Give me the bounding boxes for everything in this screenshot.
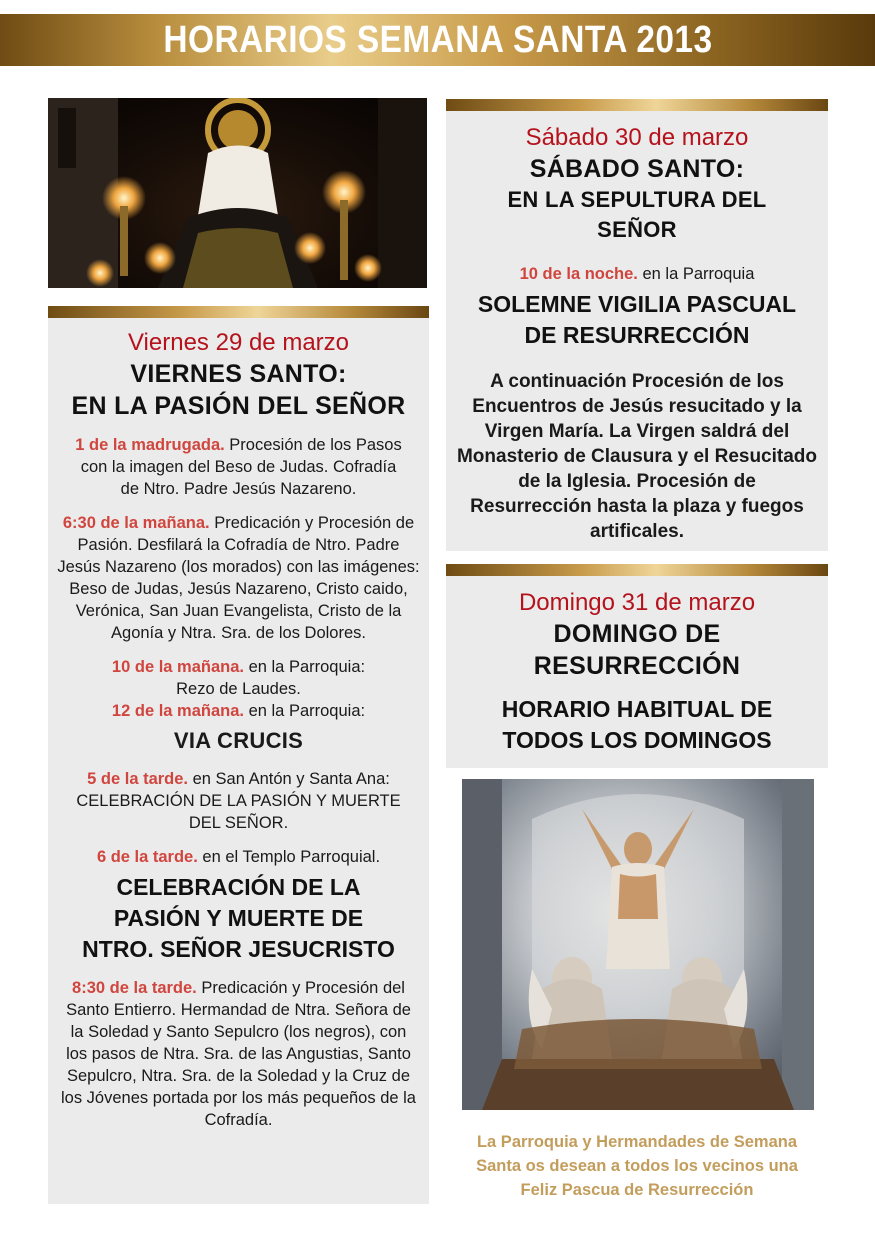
footer-line: La Parroquia y Hermandades de Semana (476, 1133, 798, 1151)
event-time: 8:30 de la tarde. (72, 979, 197, 997)
event-time: 12 de la mañana. (111, 702, 244, 720)
friday-panel (48, 318, 429, 1204)
saturday-panel (446, 111, 828, 551)
event-title: CELEBRACIÓN DE LA (116, 874, 361, 900)
friday-event-7 (48, 977, 429, 1131)
saturday-event-2: A continuación Procesión de los Encuentros de Jesús resucitado y la Virgen María. La Virgen saldrá del Monasterio de Clausura y el Resucitado de la Iglesia. Procesión de Resurrección hasta la plaza y fuegos artificales. (456, 371, 818, 542)
event-text: en la Parroquia (637, 265, 755, 283)
event-text: en el Templo Parroquial. (197, 848, 381, 866)
saturday-event-1 (446, 263, 828, 351)
procession-illustration (48, 98, 427, 288)
friday-title-line1: VIERNES SANTO: (130, 360, 347, 388)
event-text: Predicación y Procesión de Pasión. Desfilará la Cofradía de Ntro. Padre Jesús Nazareno (los morados) con las imágenes: Beso de Judas, Jesús Nazareno, Cristo caido, Verónica, San Juan Evangelista, Cristo de la Agonía y Ntra. Sra. de los Dolores. (57, 514, 420, 642)
footer-line: Feliz Pascua de Resurrección (520, 1181, 754, 1199)
event-text: en la Parroquia: (244, 658, 366, 676)
sunday-panel (446, 576, 828, 768)
sunday-title-line1: DOMINGO DE (553, 620, 721, 648)
event-text: en San Antón y Santa Ana: (188, 770, 390, 788)
event-time: 5 de la tarde. (87, 770, 189, 788)
event-time: 10 de la noche. (519, 265, 638, 283)
event-time: 6 de la tarde. (96, 848, 198, 866)
event-time: 10 de la mañana. (111, 658, 244, 676)
saturday-title-line1: SÁBADO SANTO: (529, 155, 745, 183)
saturday-date: Sábado 30 de marzo (525, 124, 749, 151)
sunday-note-line1: HORARIO HABITUAL DE (501, 696, 773, 722)
gold-divider (446, 99, 828, 111)
sunday-title-line2: RESURRECCIÓN (533, 652, 741, 680)
friday-event-1 (48, 434, 429, 500)
sunday-date: Domingo 31 de marzo (518, 589, 756, 616)
event-title: SOLEMNE VIGILIA PASCUAL (477, 291, 797, 317)
friday-event-3 (48, 656, 429, 700)
footer-message (446, 1130, 828, 1202)
resurrection-statue-photo-icon (462, 779, 814, 1110)
title-banner (0, 14, 875, 66)
friday-event-5 (48, 768, 429, 834)
event-title: NTRO. SEÑOR JESUCRISTO (82, 936, 395, 962)
friday-title-line2: EN LA PASIÓN DEL SEÑOR (71, 392, 406, 420)
event-time: 6:30 de la mañana. (62, 514, 210, 532)
event-text: Rezo de Laudes. (176, 680, 301, 698)
gold-divider (446, 564, 828, 576)
sunday-note-line2: TODOS LOS DOMINGOS (502, 727, 772, 753)
event-title: VIA CRUCIS (173, 728, 304, 753)
event-title: PASIÓN Y MUERTE DE (113, 905, 364, 931)
event-text: CELEBRACIÓN DE LA PASIÓN Y MUERTE DEL SEÑOR. (76, 792, 401, 832)
resurrection-illustration (462, 779, 814, 1110)
friday-event-4 (48, 700, 429, 756)
saturday-title-line3: SEÑOR (597, 217, 677, 242)
event-time: 1 de la madrugada. (75, 436, 225, 454)
virgin-procession-photo-icon (48, 98, 427, 288)
saturday-title-line2: EN LA SEPULTURA DEL (507, 187, 767, 212)
page-title: HORARIOS SEMANA SANTA 2013 (162, 18, 713, 61)
friday-event-2 (48, 512, 429, 644)
gold-divider (48, 306, 429, 318)
event-text: Procesión de los Pasos con la imagen del Beso de Judas. Cofradía de Ntro. Padre Jesús Nazareno. (80, 436, 402, 498)
footer-line: Santa os desean a todos los vecinos una (476, 1157, 798, 1175)
event-text: Predicación y Procesión del Santo Entierro. Hermandad de Ntra. Señora de la Soledad y Santo Sepulcro (los negros), con los pasos de Ntra. Sra. de las Angustias, Santo Sepulcro, Ntra. Sra. de la Soledad y la Cruz de los Jóvenes portada por los más pequeños de la Cofradía. (61, 979, 416, 1129)
event-title: DE RESURRECCIÓN (524, 322, 750, 348)
event-text: en la Parroquia: (244, 702, 366, 720)
friday-date: Viernes 29 de marzo (127, 329, 349, 356)
friday-event-6 (48, 846, 429, 965)
